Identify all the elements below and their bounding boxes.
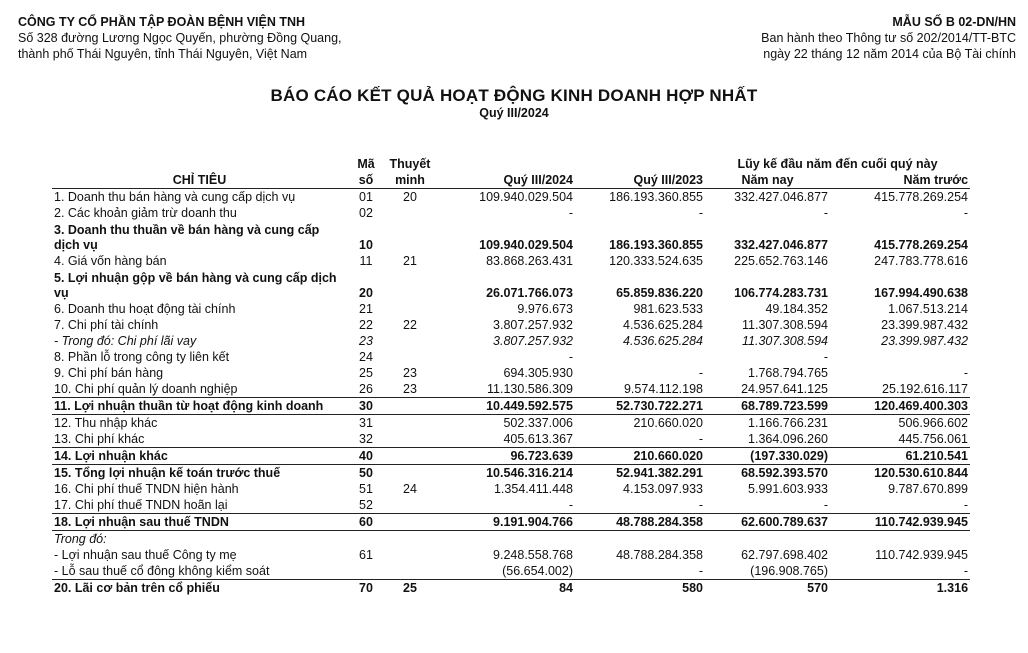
- row-q-previous: 48.788.284.358: [575, 514, 705, 531]
- row-q-current: 83.868.263.431: [486, 254, 573, 268]
- row-q-current: 9.191.904.766: [435, 514, 575, 531]
- row-label: 18. Lợi nhuận sau thuế TNDN: [52, 514, 347, 531]
- row-ytd-current: 1.768.794.765: [748, 366, 828, 380]
- row-note: 23: [385, 381, 435, 398]
- row-q-current: [435, 531, 575, 548]
- ytd-current-header: Năm nay: [705, 172, 830, 189]
- row-code: 31: [359, 416, 373, 430]
- row-code: [347, 531, 385, 548]
- row-note: [385, 448, 435, 465]
- row-ytd-current: -: [705, 497, 830, 514]
- row-code: [347, 563, 385, 580]
- form-number: MẪU SỐ B 02-DN/HN: [892, 15, 1016, 29]
- row-q-current: 10.449.592.575: [435, 398, 575, 415]
- table-row: [52, 580, 970, 597]
- row-ytd-current: 1.364.096.260: [705, 431, 830, 448]
- row-code: 26: [347, 381, 385, 398]
- row-label: 9. Chi phí bán hàng: [54, 366, 164, 380]
- row-ytd-current: 68.592.393.570: [741, 466, 828, 480]
- row-code: 52: [347, 497, 385, 514]
- row-code: 32: [347, 431, 385, 448]
- row-label: 2. Các khoản giảm trừ doanh thu: [54, 206, 237, 220]
- table-row: [52, 431, 970, 448]
- row-ytd-previous: 110.742.939.945: [875, 548, 969, 562]
- row-q-current: 84: [559, 581, 573, 595]
- row-q-current: 109.940.029.504: [479, 238, 573, 252]
- row-code: 25: [359, 366, 373, 380]
- row-ytd-previous: 23.399.987.432: [881, 334, 969, 348]
- row-ytd-previous: 61.210.541: [830, 448, 970, 465]
- row-q-previous: -: [698, 366, 703, 380]
- row-q-previous: -: [575, 497, 705, 514]
- company-name: CÔNG TY CỔ PHẦN TẬP ĐOÀN BỆNH VIỆN TNH: [18, 15, 306, 29]
- row-note: [385, 514, 435, 531]
- row-ytd-previous: -: [830, 563, 970, 580]
- row-ytd-previous: 120.530.610.844: [874, 466, 969, 480]
- row-label: 5. Lợi nhuận gộp về bán hàng và cung cấp dịch vụ: [54, 271, 337, 300]
- row-ytd-current: -: [823, 350, 828, 364]
- row-label: 3. Doanh thu thuần về bán hàng và cung cấp dịch vụ: [54, 223, 320, 252]
- row-note: [385, 497, 435, 514]
- row-note: 24: [403, 482, 417, 496]
- row-ytd-current: 62.797.698.402: [741, 548, 828, 562]
- table-row: [52, 205, 970, 221]
- row-q-previous: 48.788.284.358: [616, 548, 703, 562]
- row-ytd-previous: 415.778.269.254: [874, 190, 969, 204]
- table-row: [52, 398, 970, 415]
- row-q-current: -: [435, 497, 575, 514]
- row-q-current: 3.807.257.932: [493, 334, 573, 348]
- row-code: 24: [359, 350, 373, 364]
- row-ytd-current: [705, 531, 830, 548]
- table-row: [52, 221, 970, 253]
- row-ytd-previous: [830, 531, 970, 548]
- table-row: [52, 531, 970, 548]
- row-note: [385, 415, 435, 432]
- row-q-current: 26.071.766.073: [486, 286, 573, 300]
- row-q-previous: 186.193.360.855: [609, 190, 703, 204]
- row-ytd-current: 225.652.763.146: [734, 254, 828, 268]
- row-note: [385, 221, 435, 253]
- row-ytd-previous: [830, 349, 970, 365]
- row-note: [385, 269, 435, 301]
- row-q-current: 9.976.673: [517, 302, 573, 316]
- row-q-previous: 4.536.625.284: [623, 334, 703, 348]
- row-ytd-current: 68.789.723.599: [705, 398, 830, 415]
- row-label: 20. Lãi cơ bản trên cổ phiếu: [54, 581, 220, 595]
- row-q-previous: 4.536.625.284: [623, 318, 703, 332]
- row-note: 21: [403, 254, 417, 268]
- table-row: [52, 365, 970, 381]
- table-row: [52, 317, 970, 333]
- row-q-current: 502.337.006: [503, 416, 573, 430]
- row-ytd-current: -: [823, 206, 828, 220]
- row-q-previous: 210.660.020: [633, 416, 703, 430]
- row-ytd-previous: 1.316: [936, 581, 969, 595]
- row-ytd-previous: 247.783.778.616: [874, 254, 969, 268]
- table-row: [52, 514, 970, 531]
- row-ytd-previous: -: [830, 497, 970, 514]
- row-q-previous: 52.730.722.271: [575, 398, 705, 415]
- row-q-current: -: [568, 206, 573, 220]
- row-q-previous: 580: [682, 581, 703, 595]
- ytd-group-header: Lũy kế đầu năm đến cuối quý này: [737, 157, 938, 171]
- row-ytd-previous: 25.192.616.117: [830, 381, 970, 398]
- row-label: 13. Chi phí khác: [52, 431, 347, 448]
- row-q-current: 3.807.257.932: [493, 318, 573, 332]
- row-ytd-current: 5.991.603.933: [748, 482, 828, 496]
- row-code: 30: [347, 398, 385, 415]
- table-row: [52, 563, 970, 580]
- table-row: [52, 333, 970, 349]
- row-ytd-previous: -: [963, 366, 969, 380]
- row-ytd-current: 62.600.789.637: [705, 514, 830, 531]
- note-header-bottom: minh: [385, 172, 435, 189]
- row-ytd-previous: 415.778.269.254: [874, 238, 969, 252]
- row-q-current: (56.654.002): [435, 563, 575, 580]
- row-code: 51: [359, 482, 373, 496]
- row-q-current: 9.248.558.768: [493, 548, 573, 562]
- row-note: 22: [403, 318, 417, 332]
- row-q-previous: [575, 531, 705, 548]
- circular-line-2: ngày 22 tháng 12 năm 2014 của Bộ Tài chính: [763, 47, 1016, 61]
- row-ytd-previous: 9.787.670.899: [888, 482, 969, 496]
- table-header-bottom: [52, 172, 970, 189]
- table-row: [52, 481, 970, 497]
- row-q-current: 694.305.930: [503, 366, 573, 380]
- row-q-current: 109.940.029.504: [479, 190, 573, 204]
- report-period: Quý III/2024: [479, 106, 549, 120]
- row-ytd-current: 106.774.283.731: [734, 286, 828, 300]
- row-note: [385, 398, 435, 415]
- row-q-previous: [575, 349, 705, 365]
- form-header: [761, 14, 1016, 62]
- company-address-line-2: thành phố Thái Nguyên, tỉnh Thái Nguyên, Việt Nam: [18, 47, 308, 61]
- row-q-previous: 210.660.020: [575, 448, 705, 465]
- row-label: 10. Chi phí quản lý doanh nghiệp: [52, 381, 347, 398]
- row-ytd-current: 570: [807, 581, 828, 595]
- row-label: 1. Doanh thu bán hàng và cung cấp dịch vụ: [54, 190, 296, 204]
- row-ytd-current: 11.307.308.594: [742, 334, 828, 348]
- row-q-current: 10.546.316.214: [486, 466, 573, 480]
- row-label: Trong đó:: [54, 532, 107, 546]
- row-label: 11. Lợi nhuận thuần từ hoạt động kinh doanh: [52, 398, 347, 415]
- row-code: 61: [359, 548, 373, 562]
- row-q-previous: -: [575, 563, 705, 580]
- note-header-top: Thuyết: [389, 157, 431, 171]
- row-ytd-previous: 120.469.400.303: [830, 398, 970, 415]
- row-code: 10: [359, 238, 373, 252]
- row-ytd-previous: 1.067.513.214: [888, 302, 969, 316]
- row-label: - Lợi nhuận sau thuế Công ty mẹ: [54, 548, 237, 562]
- income-statement-table: [52, 156, 970, 596]
- row-q-current: 405.613.367: [435, 431, 575, 448]
- row-q-current: 11.130.586.309: [435, 381, 575, 398]
- row-code: 01: [359, 190, 373, 204]
- row-label: - Lỗ sau thuế cổ đông không kiểm soát: [52, 563, 347, 580]
- company-header: [18, 14, 342, 62]
- code-header-bottom: số: [347, 172, 385, 189]
- table-header-top: [52, 156, 970, 172]
- row-code: 02: [359, 206, 373, 220]
- item-header: CHỈ TIÊU: [52, 172, 347, 189]
- row-label: 7. Chi phí tài chính: [54, 318, 159, 332]
- row-ytd-current: 332.427.046.877: [734, 238, 828, 252]
- row-label: 17. Chi phí thuế TNDN hoãn lại: [52, 497, 347, 514]
- code-header-top: Mã: [357, 157, 375, 171]
- row-q-previous: 186.193.360.855: [609, 238, 703, 252]
- row-label: 8. Phần lỗ trong công ty liên kết: [54, 350, 230, 364]
- row-note: 23: [403, 366, 417, 380]
- row-label: 15. Tổng lợi nhuận kế toán trước thuế: [54, 466, 281, 480]
- row-note: [385, 205, 435, 221]
- row-note: 20: [403, 190, 417, 204]
- row-q-current: -: [568, 350, 573, 364]
- row-code: 70: [359, 581, 373, 595]
- table-row: [52, 448, 970, 465]
- row-label: 14. Lợi nhuận khác: [52, 448, 347, 465]
- row-q-previous: -: [575, 431, 705, 448]
- q-previous-header: Quý III/2023: [575, 172, 705, 189]
- row-ytd-previous: 110.742.939.945: [830, 514, 970, 531]
- row-label: - Trong đó: Chi phí lãi vay: [54, 334, 197, 348]
- row-ytd-previous: 167.994.490.638: [874, 286, 969, 300]
- report-title: BÁO CÁO KẾT QUẢ HOẠT ĐỘNG KINH DOANH HỢP NHẤT: [270, 86, 758, 105]
- circular-line-1: Ban hành theo Thông tư số 202/2014/TT-BTC: [761, 31, 1016, 45]
- row-ytd-current: (197.330.029): [705, 448, 830, 465]
- row-ytd-previous: 445.756.061: [830, 431, 970, 448]
- row-note: [385, 333, 435, 349]
- table-row: [52, 547, 970, 563]
- table-row: [52, 349, 970, 365]
- row-note: [385, 563, 435, 580]
- row-q-previous: -: [698, 206, 703, 220]
- row-q-previous: 52.941.382.291: [616, 466, 703, 480]
- company-address-line-1: Số 328 đường Lương Ngọc Quyến, phường Đồng Quang,: [18, 31, 342, 45]
- row-ytd-previous: -: [963, 206, 969, 220]
- table-row: [52, 269, 970, 301]
- row-q-previous: 65.859.836.220: [616, 286, 703, 300]
- row-ytd-current: 24.957.641.125: [705, 381, 830, 398]
- row-code: 50: [359, 466, 373, 480]
- row-q-previous: 9.574.112.198: [575, 381, 705, 398]
- table-row: [52, 465, 970, 482]
- row-label: 4. Giá vốn hàng bán: [54, 254, 167, 268]
- row-code: 22: [359, 318, 373, 332]
- row-q-previous: 981.623.533: [633, 302, 703, 316]
- row-q-current: 1.354.411.448: [493, 482, 573, 496]
- row-code: 21: [359, 302, 373, 316]
- ytd-previous-header: Năm trước: [830, 172, 970, 189]
- row-ytd-current: 49.184.352: [765, 302, 828, 316]
- row-q-previous: 4.153.097.933: [623, 482, 703, 496]
- row-note: [385, 531, 435, 548]
- row-note: 25: [403, 581, 417, 595]
- table-row: [52, 381, 970, 398]
- table-row: [52, 301, 970, 317]
- row-code: 23: [359, 334, 373, 348]
- row-code: 20: [359, 286, 373, 300]
- row-ytd-current: (196.908.765): [705, 563, 830, 580]
- row-note: [385, 465, 435, 482]
- q-current-header: Quý III/2024: [435, 172, 575, 189]
- row-ytd-previous: 23.399.987.432: [881, 318, 969, 332]
- row-label: 6. Doanh thu hoạt động tài chính: [54, 302, 236, 316]
- row-code: 40: [347, 448, 385, 465]
- table-row: [52, 189, 970, 206]
- row-ytd-current: 332.427.046.877: [734, 190, 828, 204]
- row-q-current: 96.723.639: [435, 448, 575, 465]
- row-code: 11: [359, 254, 373, 268]
- row-note: [385, 547, 435, 563]
- row-ytd-previous: 506.966.602: [898, 416, 969, 430]
- row-note: [385, 301, 435, 317]
- table-row: [52, 497, 970, 514]
- row-note: [385, 431, 435, 448]
- row-ytd-current: 11.307.308.594: [742, 318, 828, 332]
- row-code: 60: [347, 514, 385, 531]
- row-label: 16. Chi phí thuế TNDN hiện hành: [54, 482, 239, 496]
- row-ytd-current: 1.166.766.231: [748, 416, 828, 430]
- row-q-previous: 120.333.524.635: [609, 254, 703, 268]
- row-note: [385, 349, 435, 365]
- row-label: 12. Thu nhập khác: [54, 416, 158, 430]
- table-row: [52, 415, 970, 432]
- table-row: [52, 253, 970, 269]
